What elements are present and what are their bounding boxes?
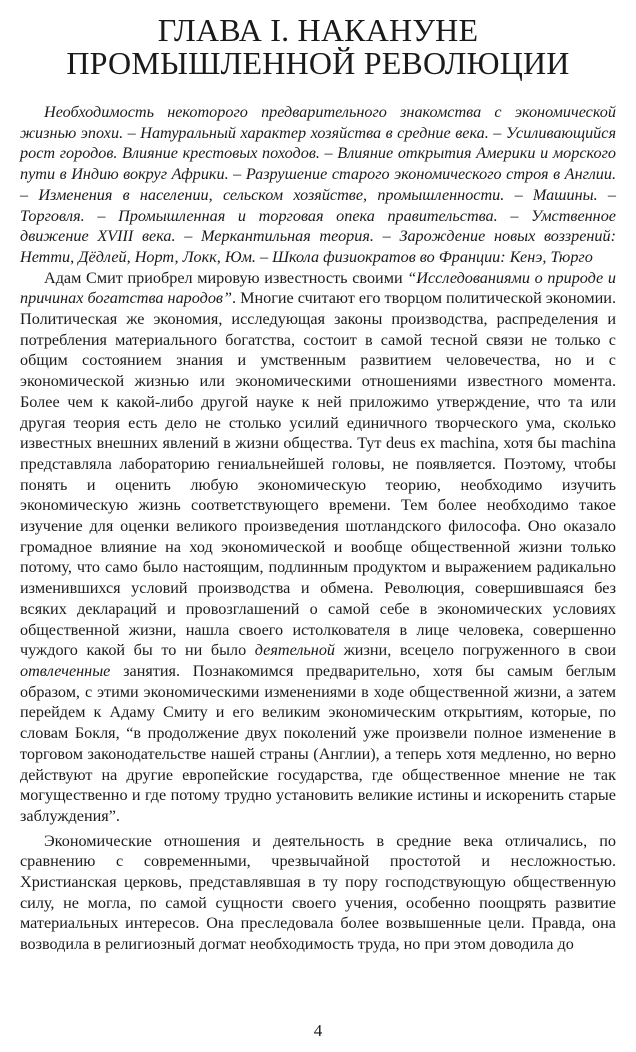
- paragraph-1-book-title: “Исследованиями о природе и причинах богатства народов”: [20, 268, 617, 308]
- chapter-title-line-1: ГЛАВА I. НАКАНУНЕ: [157, 12, 479, 48]
- paragraph-1-emphasis-1: деятельной: [254, 641, 336, 660]
- body-paragraph-2: Экономические отношения и деятельность в средние века отличались, по сравнению с современными, чрезвычайной простотой и несложностью. Христианская церковь, представлявшая в ту пору господствующую общественную силу, не могла, по самой сущности своего учения, особенно поощрять развитие материальных интересов. Она преследовала более возвышенные цели. Правда, она возводила в религиозный догмат необходимость труда, но при этом доводила до: [20, 831, 616, 954]
- page-number: 4: [313, 1021, 323, 1040]
- paragraph-1-text-b: . Многие считают его творцом политической экономии. Политическая же экономия, исследующая законы производства, распределения и потребления материального богатства, состоит в самой тесной связи не только с общим состоянием знания и умственным развитием человечества, но и с экономической жизнью или экономическими отношениями известного момента. Более чем к какой-либо другой науке к ней приложимо утверждение, что та или другая теория есть дело не столько усилий единичного творческого ума, сколько известных внешних явлений в жизни общества. Тут deus ex machina, хотя бы machina представляла лабораторию гениальнейшей головы, не появляется. Поэтому, чтобы понять и оценить любую экономическую теорию, необходимо изучить экономическую жизнь соответствующего времени. Тем более необходимо такое изучение для оценки великого произведения шотландского философа. Оно оказало громадное влияние на ход экономической и вообще общественной жизни только потому, что само было настоящим, подлинным продуктом и выражением радикально изменившихся условий производства и обмена. Революция, совершившаяся без всяких деклараций и провозглашений о самой себе в экономических условиях общественной жизни, нашла своего истолкователя в лице человека, совершенно чуждого какой бы то ни было: [20, 289, 617, 660]
- paragraph-1-text-d: занятия. Познакомимся предварительно, хотя бы самым беглым образом, с этими экономическими изменениями в ходе общественной жизни, а затем перейдем к Адаму Смиту и его великим экономическим открытиям, которые, по словам Бокля, “в продолжение двух поколений уже произвели полное изменение в торговом законодательстве нашей страны (Англии), а теперь хотя медленно, но верно действуют на другие европейские государства, где общественное мнение не так могущественно и где потому трудно установить великие истины и искоренить старые заблуждения”.: [20, 661, 616, 825]
- chapter-title: [20, 14, 616, 80]
- paragraph-1-emphasis-2: отвлеченные: [20, 661, 111, 680]
- paragraph-1-text-c: жизни, всецело погруженного в свои: [335, 641, 616, 660]
- paragraph-1-text-a: Адам Смит приобрел мировую известность своими: [44, 268, 408, 287]
- chapter-title-line-2: ПРОМЫШЛЕННОЙ РЕВОЛЮЦИИ: [66, 45, 570, 81]
- chapter-summary: Необходимость некоторого предварительного знакомства с экономической жизнью эпохи. – Натуральный характер хозяйства в средние века. – Усиливающийся рост городов. Влияние крестовых походов. – Влияние открытия Америки и морского пути в Индию вокруг Африки. – Разрушение старого экономического строя в Англии. – Изменения в населении, сельском хозяйстве, промышленности. – Машины. – Торговля. – Промышленная и торговая опека правительства. – Умственное движение XVIII века. – Меркантильная теория. – Зарождение новых воззрений: Нетти, Дёдлей, Норт, Локк, Юм. – Школа физиократов во Франции: Кенэ, Тюрго: [20, 103, 616, 266]
- body-paragraph-1: [20, 268, 616, 827]
